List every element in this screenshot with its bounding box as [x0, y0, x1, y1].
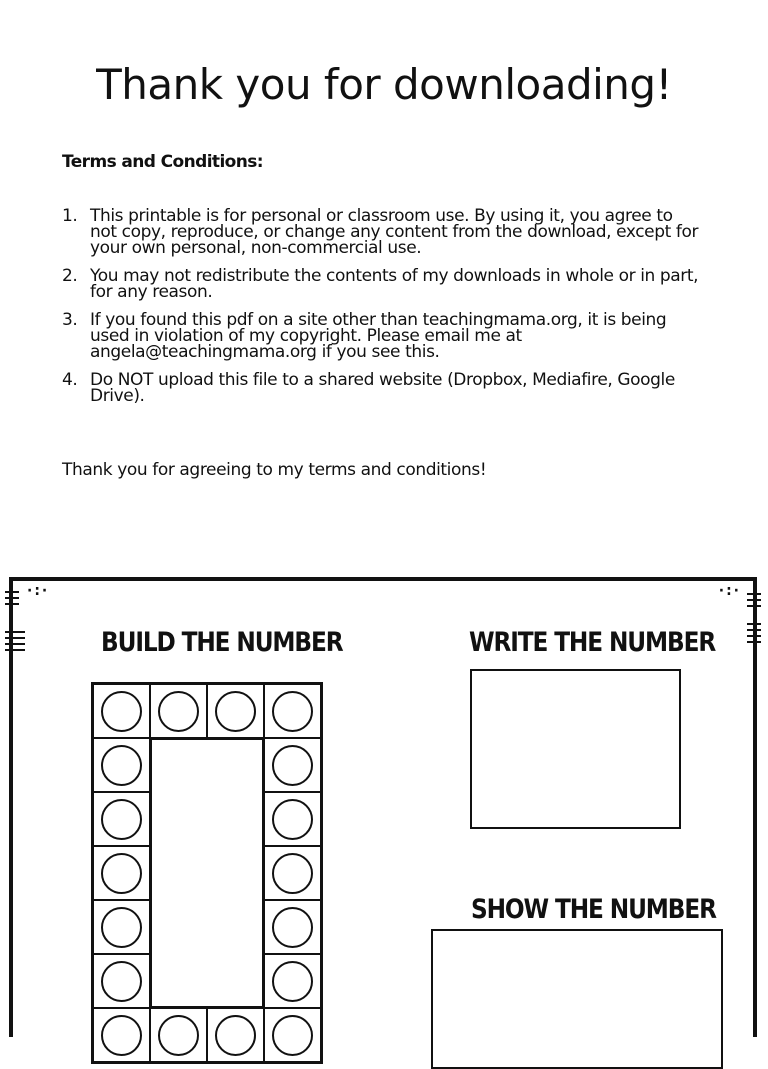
- grid-cell[interactable]: [264, 738, 321, 792]
- tally-doodle-icon: [5, 591, 19, 605]
- counter-circle: [101, 961, 142, 1002]
- terms-item: [62, 208, 702, 256]
- grid-cell[interactable]: [264, 792, 321, 846]
- counter-circle: [101, 745, 142, 786]
- grid-cell[interactable]: [93, 792, 150, 846]
- closing-text: Thank you for agreeing to my terms and conditions!: [62, 460, 487, 480]
- counter-circle: [215, 1015, 256, 1056]
- grid-cell[interactable]: [264, 846, 321, 900]
- terms-item-number: 1.: [62, 206, 78, 226]
- terms-item: [62, 372, 702, 404]
- grid-cell[interactable]: [207, 1008, 264, 1062]
- grid-cell[interactable]: [93, 954, 150, 1008]
- grid-cell[interactable]: [93, 846, 150, 900]
- page-title: Thank you for downloading!: [96, 60, 672, 109]
- dots-doodle-icon: ·:·: [718, 583, 741, 599]
- write-number-box[interactable]: [470, 669, 681, 829]
- show-number-heading: SHOW THE NUMBER: [471, 894, 716, 925]
- counter-circle: [158, 691, 199, 732]
- grid-cell[interactable]: [264, 684, 321, 738]
- dots-doodle-icon: ·:·: [27, 583, 50, 599]
- counter-circle: [101, 799, 142, 840]
- grid-cell[interactable]: [93, 738, 150, 792]
- counter-circle: [272, 691, 313, 732]
- counter-circle: [272, 853, 313, 894]
- counter-circle: [272, 907, 313, 948]
- terms-item-text: This printable is for personal or classroom use. By using it, you agree to not copy, reproduce, or change any content from the download, except for your own personal, non-commercial use.: [90, 206, 699, 258]
- terms-item-text: Do NOT upload this file to a shared website (Dropbox, Mediafire, Google Drive).: [90, 370, 675, 406]
- counter-circle: [215, 691, 256, 732]
- terms-item-number: 3.: [62, 310, 78, 330]
- counter-circle: [272, 961, 313, 1002]
- build-number-heading: BUILD THE NUMBER: [101, 627, 343, 658]
- grid-cell[interactable]: [264, 954, 321, 1008]
- terms-item: [62, 268, 702, 300]
- grid-cell[interactable]: [93, 684, 150, 738]
- grid-center-blank: [150, 738, 264, 1008]
- counter-circle: [101, 907, 142, 948]
- terms-heading: Terms and Conditions:: [62, 152, 263, 172]
- terms-list: [62, 208, 702, 416]
- tally-doodle-icon: [747, 623, 761, 643]
- show-number-box[interactable]: [431, 929, 723, 1069]
- grid-cell[interactable]: [150, 684, 207, 738]
- terms-item-text: You may not redistribute the contents of my downloads in whole or in part, for any reason.: [90, 266, 699, 302]
- worksheet-frame: [9, 577, 757, 1037]
- terms-item: [62, 312, 702, 360]
- terms-item-number: 4.: [62, 370, 78, 390]
- counter-circle: [101, 1015, 142, 1056]
- grid-cell[interactable]: [264, 900, 321, 954]
- counter-circle: [101, 691, 142, 732]
- terms-item-text: If you found this pdf on a site other than teachingmama.org, it is being used in violation of my copyright. Please email me at angela@teachingmama.org if you see this.: [90, 310, 667, 362]
- grid-cell[interactable]: [150, 1008, 207, 1062]
- counter-circle: [272, 1015, 313, 1056]
- terms-item-number: 2.: [62, 266, 78, 286]
- counter-circle: [158, 1015, 199, 1056]
- counter-circle: [272, 799, 313, 840]
- grid-cell[interactable]: [93, 900, 150, 954]
- tally-doodle-icon: [5, 631, 25, 651]
- grid-cell[interactable]: [207, 684, 264, 738]
- tally-doodle-icon: [747, 593, 761, 607]
- counter-circle: [101, 853, 142, 894]
- write-number-heading: WRITE THE NUMBER: [469, 627, 716, 658]
- build-number-grid: [91, 682, 323, 1064]
- grid-cell[interactable]: [264, 1008, 321, 1062]
- counter-circle: [272, 745, 313, 786]
- grid-cell[interactable]: [93, 1008, 150, 1062]
